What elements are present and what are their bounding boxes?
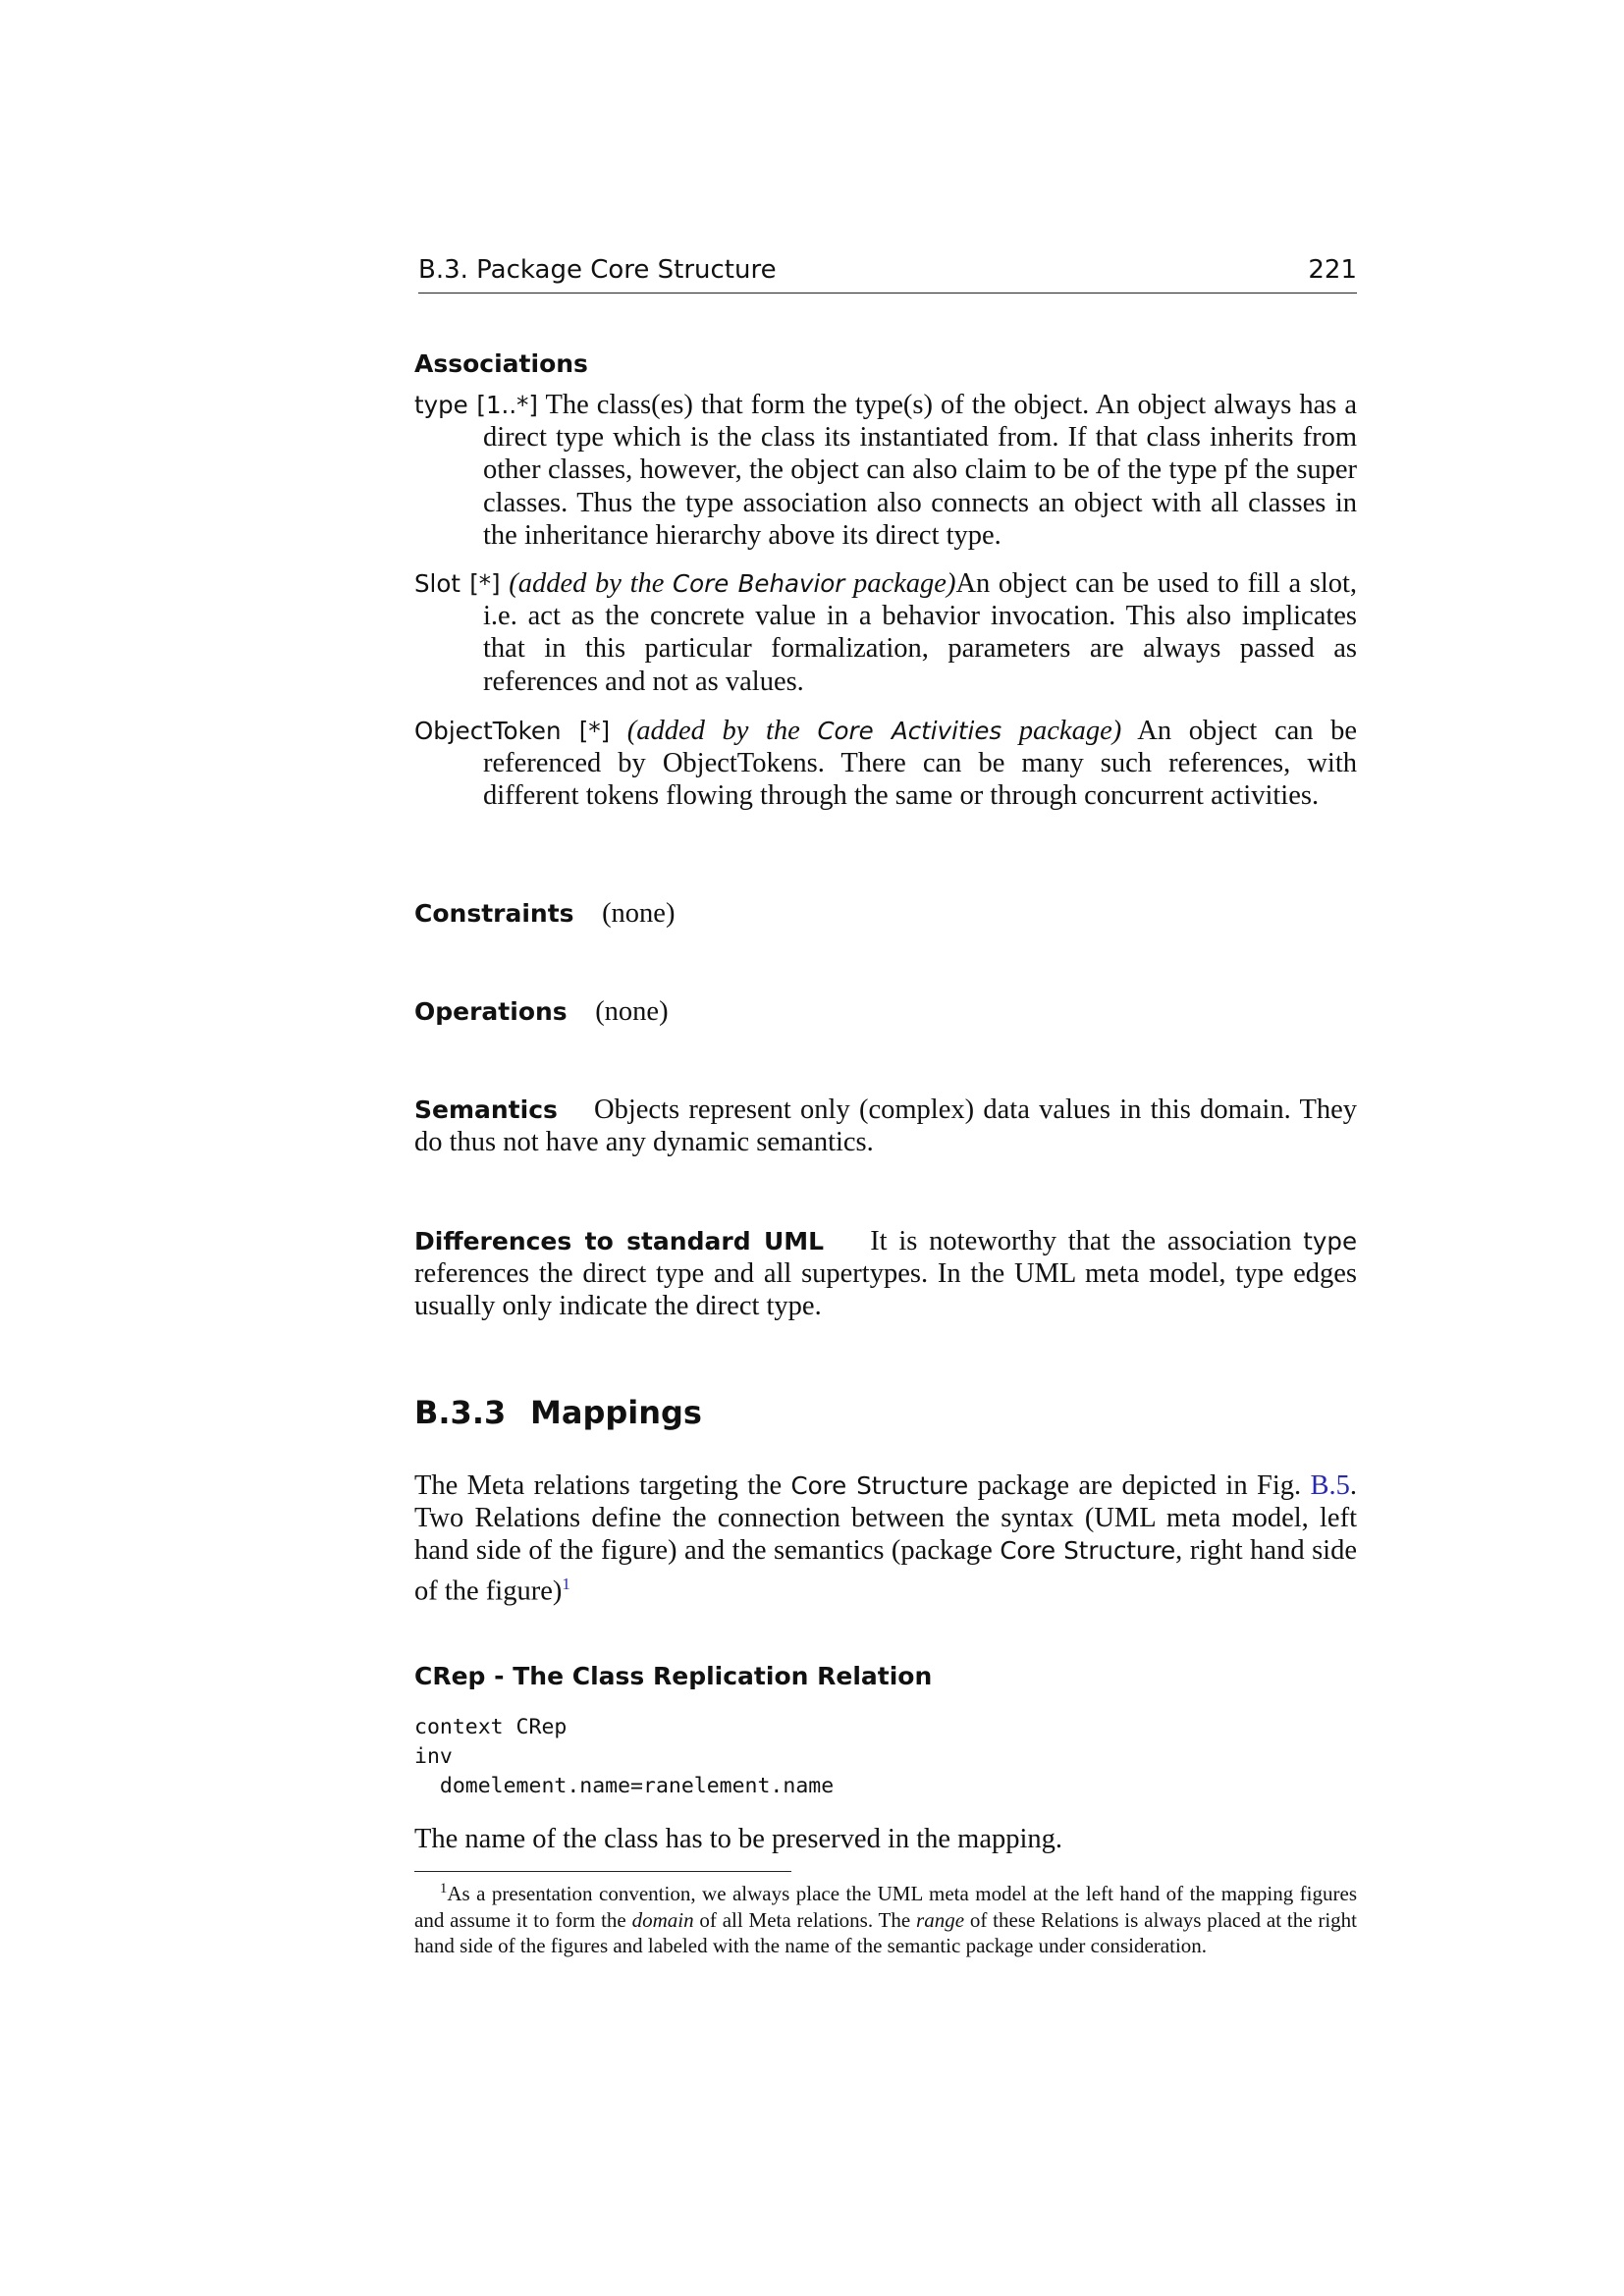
section-heading bbox=[414, 1394, 1357, 1431]
footnote-text: of these Relations is always placed at the right hand side of the figures and labeled with the name of the semantic package under consideration. bbox=[414, 1907, 1358, 1957]
differences-text-before: It is noteworthy that the association bbox=[870, 1226, 1292, 1256]
crep-code-block bbox=[414, 1713, 1357, 1801]
association-text: The class(es) that form the type(s) of the object. An object always has a direct type which is the class its instantiated from. If that class inherits from other classes, however, the object can also claim to be of the type pf the super classes. Thus the type association also connects an object with all classes in the inheritance hierarchy above its direct type. bbox=[483, 390, 1357, 551]
operations-paragraph bbox=[414, 995, 1357, 1028]
association-added-suffix: package) bbox=[1018, 716, 1122, 746]
footnote-emphasis: domain bbox=[631, 1907, 694, 1932]
association-slot bbox=[414, 567, 1357, 698]
footnote-rule bbox=[414, 1871, 791, 1872]
footnote-emphasis: range bbox=[916, 1907, 965, 1932]
association-objecttoken bbox=[414, 715, 1357, 813]
differences-term: type bbox=[1303, 1227, 1358, 1255]
differences-paragraph bbox=[414, 1225, 1357, 1323]
code-line: context CRep bbox=[414, 1715, 568, 1739]
footnote-text: As a presentation convention, we always place the UML meta model at the left hand of the mapping figures and assume it to form the bbox=[414, 1882, 1357, 1932]
mappings-text: , right hand side of the figure) bbox=[414, 1535, 1357, 1607]
running-header-section: B.3. Package Core Structure bbox=[418, 255, 777, 285]
mappings-text: package are depicted in Fig. bbox=[977, 1470, 1302, 1501]
operations-text: (none) bbox=[595, 996, 669, 1027]
crep-text: The name of the class has to be preserved in the mapping. bbox=[414, 1824, 1063, 1854]
differences-heading: Differences to standard UML bbox=[414, 1227, 825, 1255]
association-added-package: Core Behavior bbox=[673, 569, 845, 598]
association-text: An object can be referenced by ObjectTokens. There can be many such references, with different tokens flowing through the same or through concurrent activities. bbox=[483, 716, 1358, 812]
code-line: domelement.name=ranelement.name bbox=[414, 1774, 835, 1798]
association-term: Slot [*] bbox=[414, 569, 501, 598]
mappings-paragraph bbox=[414, 1469, 1357, 1607]
constraints-heading: Constraints bbox=[414, 899, 574, 928]
association-added-package: Core Activities bbox=[817, 717, 1002, 745]
association-text: An object can be used to fill a slot, i.e. act as the concrete value in a behavior invocation. This also implicates that in this particular formalization, parameters are always passed as references and not as values. bbox=[483, 568, 1358, 697]
section-number: B.3.3 bbox=[414, 1394, 507, 1431]
page-number: 221 bbox=[1308, 255, 1357, 285]
code-line: inv bbox=[414, 1744, 453, 1769]
package-name: Core Structure bbox=[1000, 1536, 1176, 1566]
semantics-heading: Semantics bbox=[414, 1095, 558, 1124]
association-added-suffix: package) bbox=[853, 568, 956, 599]
association-term: type [1..*] bbox=[414, 391, 538, 419]
figure-reference-link[interactable]: B.5 bbox=[1310, 1470, 1350, 1501]
association-added-prefix: (added by the bbox=[509, 568, 665, 599]
footnote-text: of all Meta relations. The bbox=[699, 1907, 911, 1932]
footnote-mark: 1 bbox=[439, 1881, 448, 1896]
package-name: Core Structure bbox=[790, 1471, 969, 1500]
association-term: ObjectToken [*] bbox=[414, 717, 611, 745]
associations-heading: Associations bbox=[414, 349, 588, 378]
footnote-reference-link[interactable]: 1 bbox=[562, 1574, 570, 1593]
mappings-text: . Two Relations define the connection between the syntax (UML meta model, left hand side of the figure) and the semantics (package bbox=[414, 1470, 1358, 1567]
running-header bbox=[418, 253, 1357, 294]
section-title: Mappings bbox=[530, 1394, 702, 1431]
mappings-text: The Meta relations targeting the bbox=[414, 1470, 783, 1501]
constraints-paragraph bbox=[414, 897, 1357, 930]
semantics-text: Objects represent only (complex) data values in this domain. They do thus not have any dynamic semantics. bbox=[414, 1095, 1358, 1158]
constraints-text: (none) bbox=[602, 898, 676, 929]
operations-heading: Operations bbox=[414, 997, 568, 1026]
crep-heading: CRep - The Class Replication Relation bbox=[414, 1662, 933, 1690]
association-type bbox=[414, 389, 1357, 552]
footnote bbox=[414, 1876, 1357, 1959]
differences-text-after: references the direct type and all supertypes. In the UML meta model, type edges usually only indicate the direct type. bbox=[414, 1258, 1357, 1322]
semantics-paragraph bbox=[414, 1094, 1357, 1158]
association-added-prefix: (added by the bbox=[626, 716, 800, 746]
